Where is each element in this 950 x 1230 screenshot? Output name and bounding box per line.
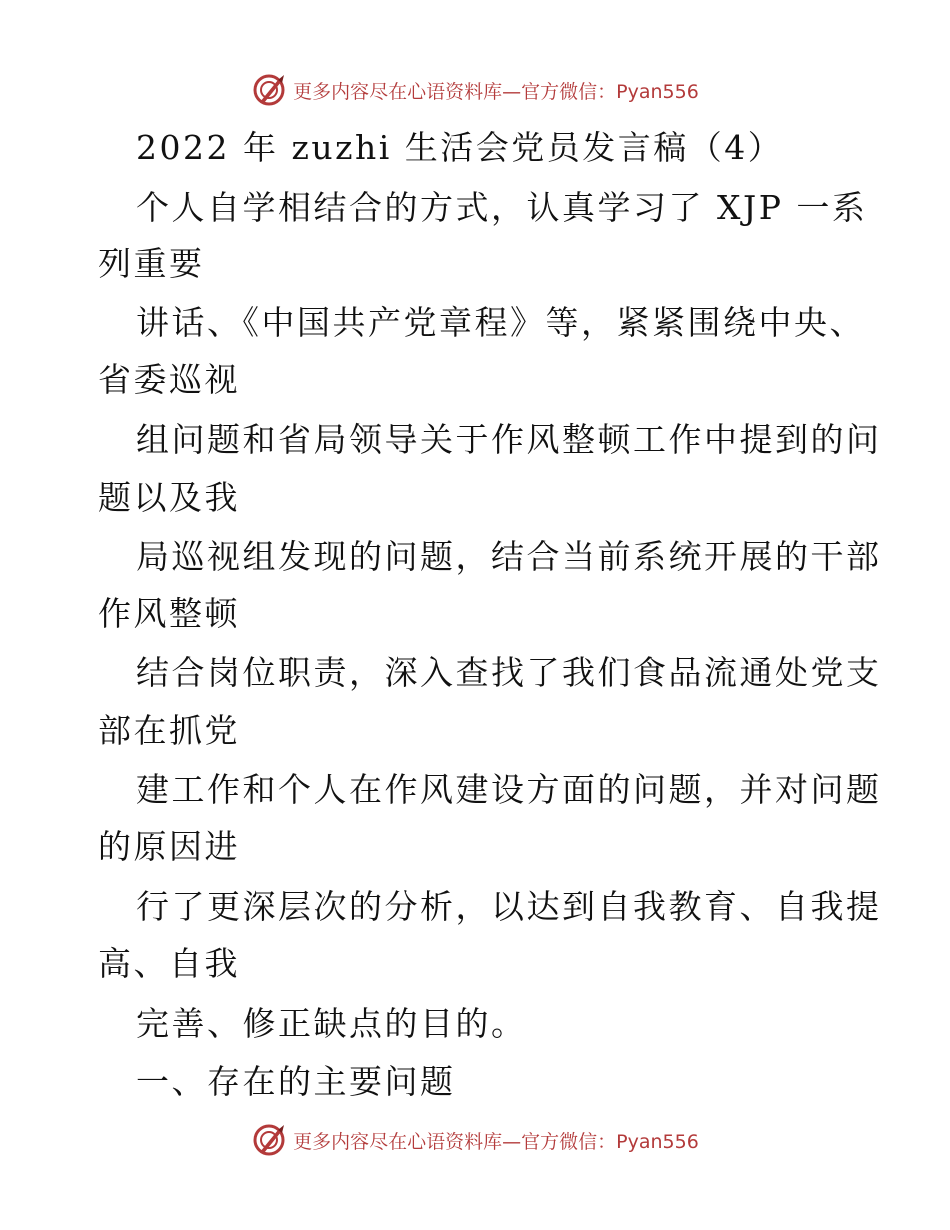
paragraph-line: 讲话、《中国共产党章程》等，紧紧围绕中央、 [136, 303, 865, 342]
paragraph-line: 题以及我 [98, 478, 240, 517]
watermark-text: 更多内容尽在心语资料库—官方微信：Pyan556 [293, 1130, 699, 1153]
paragraph-line: 结合岗位职责，深入查找了我们食品流通处党支 [136, 653, 882, 692]
paragraph-line: 列重要 [98, 244, 205, 283]
quill-logo-icon [251, 72, 287, 108]
paragraph-line: 局巡视组发现的问题，结合当前系统开展的干部 [136, 537, 882, 576]
paragraph-line: 组问题和省局领导关于作风整顿工作中提到的问 [136, 420, 882, 459]
watermark-banner-bottom [0, 1120, 950, 1160]
paragraph-line: 建工作和个人在作风建设方面的问题，并对问题 [136, 770, 882, 809]
paragraph-line: 部在抓党 [98, 711, 240, 750]
paragraph-line: 省委巡视 [98, 360, 240, 399]
watermark-text: 更多内容尽在心语资料库—官方微信：Pyan556 [293, 80, 699, 103]
watermark-banner-top [0, 70, 950, 110]
paragraph-line: 行了更深层次的分析，以达到自我教育、自我提 [136, 887, 882, 926]
paragraph-line: 个人自学相结合的方式，认真学习了 XJP 一系 [136, 188, 868, 227]
paragraph-line: 完善、修正缺点的目的。 [136, 1004, 527, 1043]
paragraph-line: 作风整顿 [98, 594, 240, 633]
paragraph-line: 高、自我 [98, 944, 240, 983]
quill-logo-icon [251, 1122, 287, 1158]
paragraph-line: 的原因进 [98, 827, 240, 866]
section-heading: 一、存在的主要问题 [136, 1062, 456, 1101]
document-title: 2022 年 zuzhi 生活会党员发言稿（4） [136, 128, 784, 167]
